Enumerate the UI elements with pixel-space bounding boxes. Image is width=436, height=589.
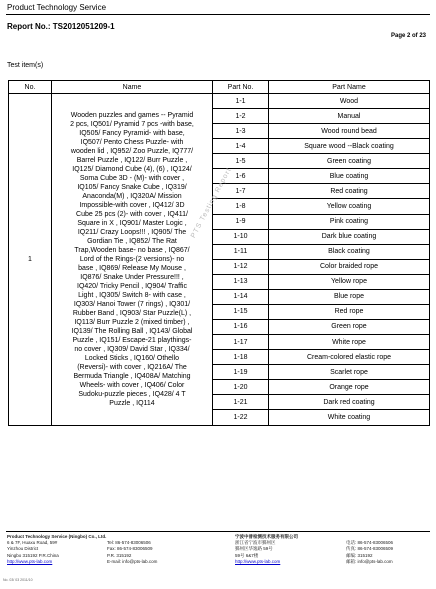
part-name-cell: Manual [269,109,430,124]
part-number-cell: 1-9 [213,214,269,229]
part-number-cell: 1-4 [213,139,269,154]
part-name-cell: Yellow rope [269,274,430,289]
footer-address-line-cn: 浙江省宁波市鄞州区 [235,540,276,546]
footer-rule [6,531,430,532]
item-name-line: Rubber Band , IQ903/ Star Puzzle(L) , [72,310,192,317]
part-number-cell: 1-21 [213,395,269,410]
report-number: Report No.: TS2012051209-1 [7,22,115,31]
part-number-cell: 1-18 [213,350,269,365]
footer-tel-cn: 电话: 86-574-83006506 [346,540,394,546]
part-name-cell: Green rope [269,319,430,334]
item-name-cell [52,94,213,426]
item-name-line: Puzzle , IQ151/ Escape-21 playthings- [72,337,192,344]
col-header-part-name: Part Name [269,81,430,94]
footer-fax: Fax: 86-574-83006509 [107,546,153,552]
footer-left-contact [107,534,157,565]
footer-website-link[interactable]: http://www.pts-lab.com [7,558,53,564]
part-number-cell: 1-22 [213,410,269,426]
footer-left-address [7,534,106,565]
footer-email: E-mail: info@pts-lab.com [107,558,158,564]
footer-website-link-cn[interactable]: http://www.pts-lab.com [235,558,281,564]
col-header-name: Name [52,81,213,94]
item-name-line: Trap,Wooden base- no base , IQ867/ [74,247,190,254]
part-name-cell: White coating [269,410,430,426]
part-number-cell: 1-12 [213,259,269,274]
footer-right-contact [346,534,393,565]
item-name-line: Lord of the Rings-(2 versions)- no [79,256,185,263]
item-name-line: IQ420/ Tricky Pencil , IQ904/ Traffic [77,283,187,290]
part-name-cell: Blue rope [269,289,430,304]
item-name-line: IQ113/ Burr Puzzle 2 (mixed timber) , [74,319,190,326]
item-name-line: Barrel Puzzle , IQ122/ Burr Puzzle , [76,157,188,164]
footer-tel: Tel: 86-574-83006506 [107,540,151,546]
part-name-cell: Square wood --Black coating [269,139,430,154]
part-name-cell: Red rope [269,304,430,319]
part-name-cell: Green coating [269,154,430,169]
item-name-line: Square in X , IQ901/ Master Logic , [77,220,187,227]
part-number-cell: 1-17 [213,335,269,350]
watermark: PTS Testing Report [190,166,234,240]
part-number-cell: 1-11 [213,244,269,259]
part-name-cell: Blue coating [269,169,430,184]
item-name-line: Wooden puzzles and games -- Pyramid [70,112,194,119]
company-header: Product Technology Service [7,3,107,12]
item-name-line: IQ211/ Crazy Loops!!! , IQ905/ The [77,229,187,236]
item-name-line: IQ507/ Pento Chess Puzzle- with [80,139,184,146]
part-number-cell: 1-5 [213,154,269,169]
footer-right-address [235,534,298,565]
item-name-line: IQ125/ Diamond Cube (4), (6) , IQ124/ [72,166,192,173]
footer-company: Product Technology Service (Ningbo) Co., Ltd. [7,534,107,539]
footer-address-line-cn: 鄞州区华逸路 59号 [235,546,273,552]
header-rule [6,14,430,15]
part-number-cell: 1-3 [213,124,269,139]
item-name-line: Locked Sticks , IQ160/ Othello [84,355,180,362]
footer-company-cn: 宁波中普检测技术服务有限公司 [235,534,298,539]
item-name-line: Sudoku-puzzle pieces , IQ428/ 4 T [78,391,186,398]
item-name-line: IQ505/ Fancy Pyramid- with base, [79,130,185,137]
item-name-line: Impossible-with cover , IQ412/ 3D [79,202,185,209]
part-name-cell: Dark red coating [269,395,430,410]
item-name-line: Bermuda Triangle , IQ408A/ Matching [73,373,191,380]
item-name-line: no cover , IQ309/ David Star , IQ334/ [74,346,190,353]
part-number-cell: 1-10 [213,229,269,244]
item-name-line: base , IQ869/ Release My Mouse , [78,265,186,272]
item-name-line: IQ303/ Hanoi Tower (7 rings) , IQ301/ [73,301,191,308]
part-name-cell: Black coating [269,244,430,259]
part-name-cell: Wood round bead [269,124,430,139]
item-name-line: 2 pcs, IQ501/ Pyramid 7 pcs -with base, [70,121,194,128]
item-name-line: Wheels- with cover , IQ406/ Color [79,382,185,389]
item-number-cell: 1 [9,94,52,426]
footer-address-line-cn: 59号 6&7楼 [235,552,259,558]
part-number-cell: 1-8 [213,199,269,214]
item-name-line: IQ139/ The Rolling Ball , IQ143/ Global [71,328,193,335]
section-title: Test item(s) [7,62,44,69]
part-name-cell: Cream-colored elastic rope [269,350,430,365]
col-header-no: No. [9,81,52,94]
test-items-table [8,80,430,426]
part-number-cell: 1-16 [213,319,269,334]
table-row [9,94,430,109]
part-name-cell: Scarlet rope [269,365,430,380]
part-number-cell: 1-1 [213,94,269,109]
item-name-line: Anaconda(M) , IQ320A/ Mission [82,193,182,200]
item-name-line: Cube 25 pcs (2)- with cover , IQ411/ [76,211,188,218]
item-name-line: Soma Cube 3D - (M)- with cover , [79,175,185,182]
part-number-cell: 1-6 [213,169,269,184]
part-number-cell: 1-2 [213,109,269,124]
footer-email-cn: 邮箱: info@pts-lab.com [346,558,393,564]
col-header-part-no: Part No. [213,81,269,94]
item-name-line: IQ876/ Snake Under Pressure!!! , [80,274,184,281]
part-name-cell: Wood [269,94,430,109]
part-name-cell: Yellow coating [269,199,430,214]
part-name-cell: Dark blue coating [269,229,430,244]
part-name-cell: Orange rope [269,380,430,395]
form-code: No. 03/ 03 2011/10 [3,578,33,582]
part-number-cell: 1-20 [213,380,269,395]
footer-fax-cn: 传真: 86-574-83006509 [346,546,394,552]
item-name-line: Light , IQ305/ Switch 8- with case , [78,292,186,299]
footer-address-line: Yinzhou District [7,546,39,552]
part-number-cell: 1-14 [213,289,269,304]
item-name-line: wooden lid , IQ952/ Zoo Puzzle, IQ777/ [70,148,194,155]
page-number: Page 2 of 23 [390,33,426,39]
table-header-row [9,81,430,94]
footer-postcode: P.R. 315192 [107,552,132,558]
item-name-line: Gordian Tie , IQ852/ The Rat [87,238,177,245]
footer-address-line: 6 & 7F, Huaxu Road, 59# [7,540,58,546]
footer-postcode-cn: 邮编: 315192 [346,552,373,558]
item-name-line: (Reversi)- with cover , IQ216A/ The [77,364,187,371]
part-name-cell: Pink coating [269,214,430,229]
part-number-cell: 1-7 [213,184,269,199]
part-number-cell: 1-15 [213,304,269,319]
item-name-line: IQ105/ Fancy Snake Cube , IQ319/ [77,184,187,191]
part-name-cell: Color braided rope [269,259,430,274]
part-number-cell: 1-19 [213,365,269,380]
part-name-cell: Red coating [269,184,430,199]
footer-address-line: Ningbo 315192 P.R.China [7,552,59,558]
part-name-cell: White rope [269,335,430,350]
part-number-cell: 1-13 [213,274,269,289]
item-name-line: Puzzle , IQ114 [109,400,155,407]
